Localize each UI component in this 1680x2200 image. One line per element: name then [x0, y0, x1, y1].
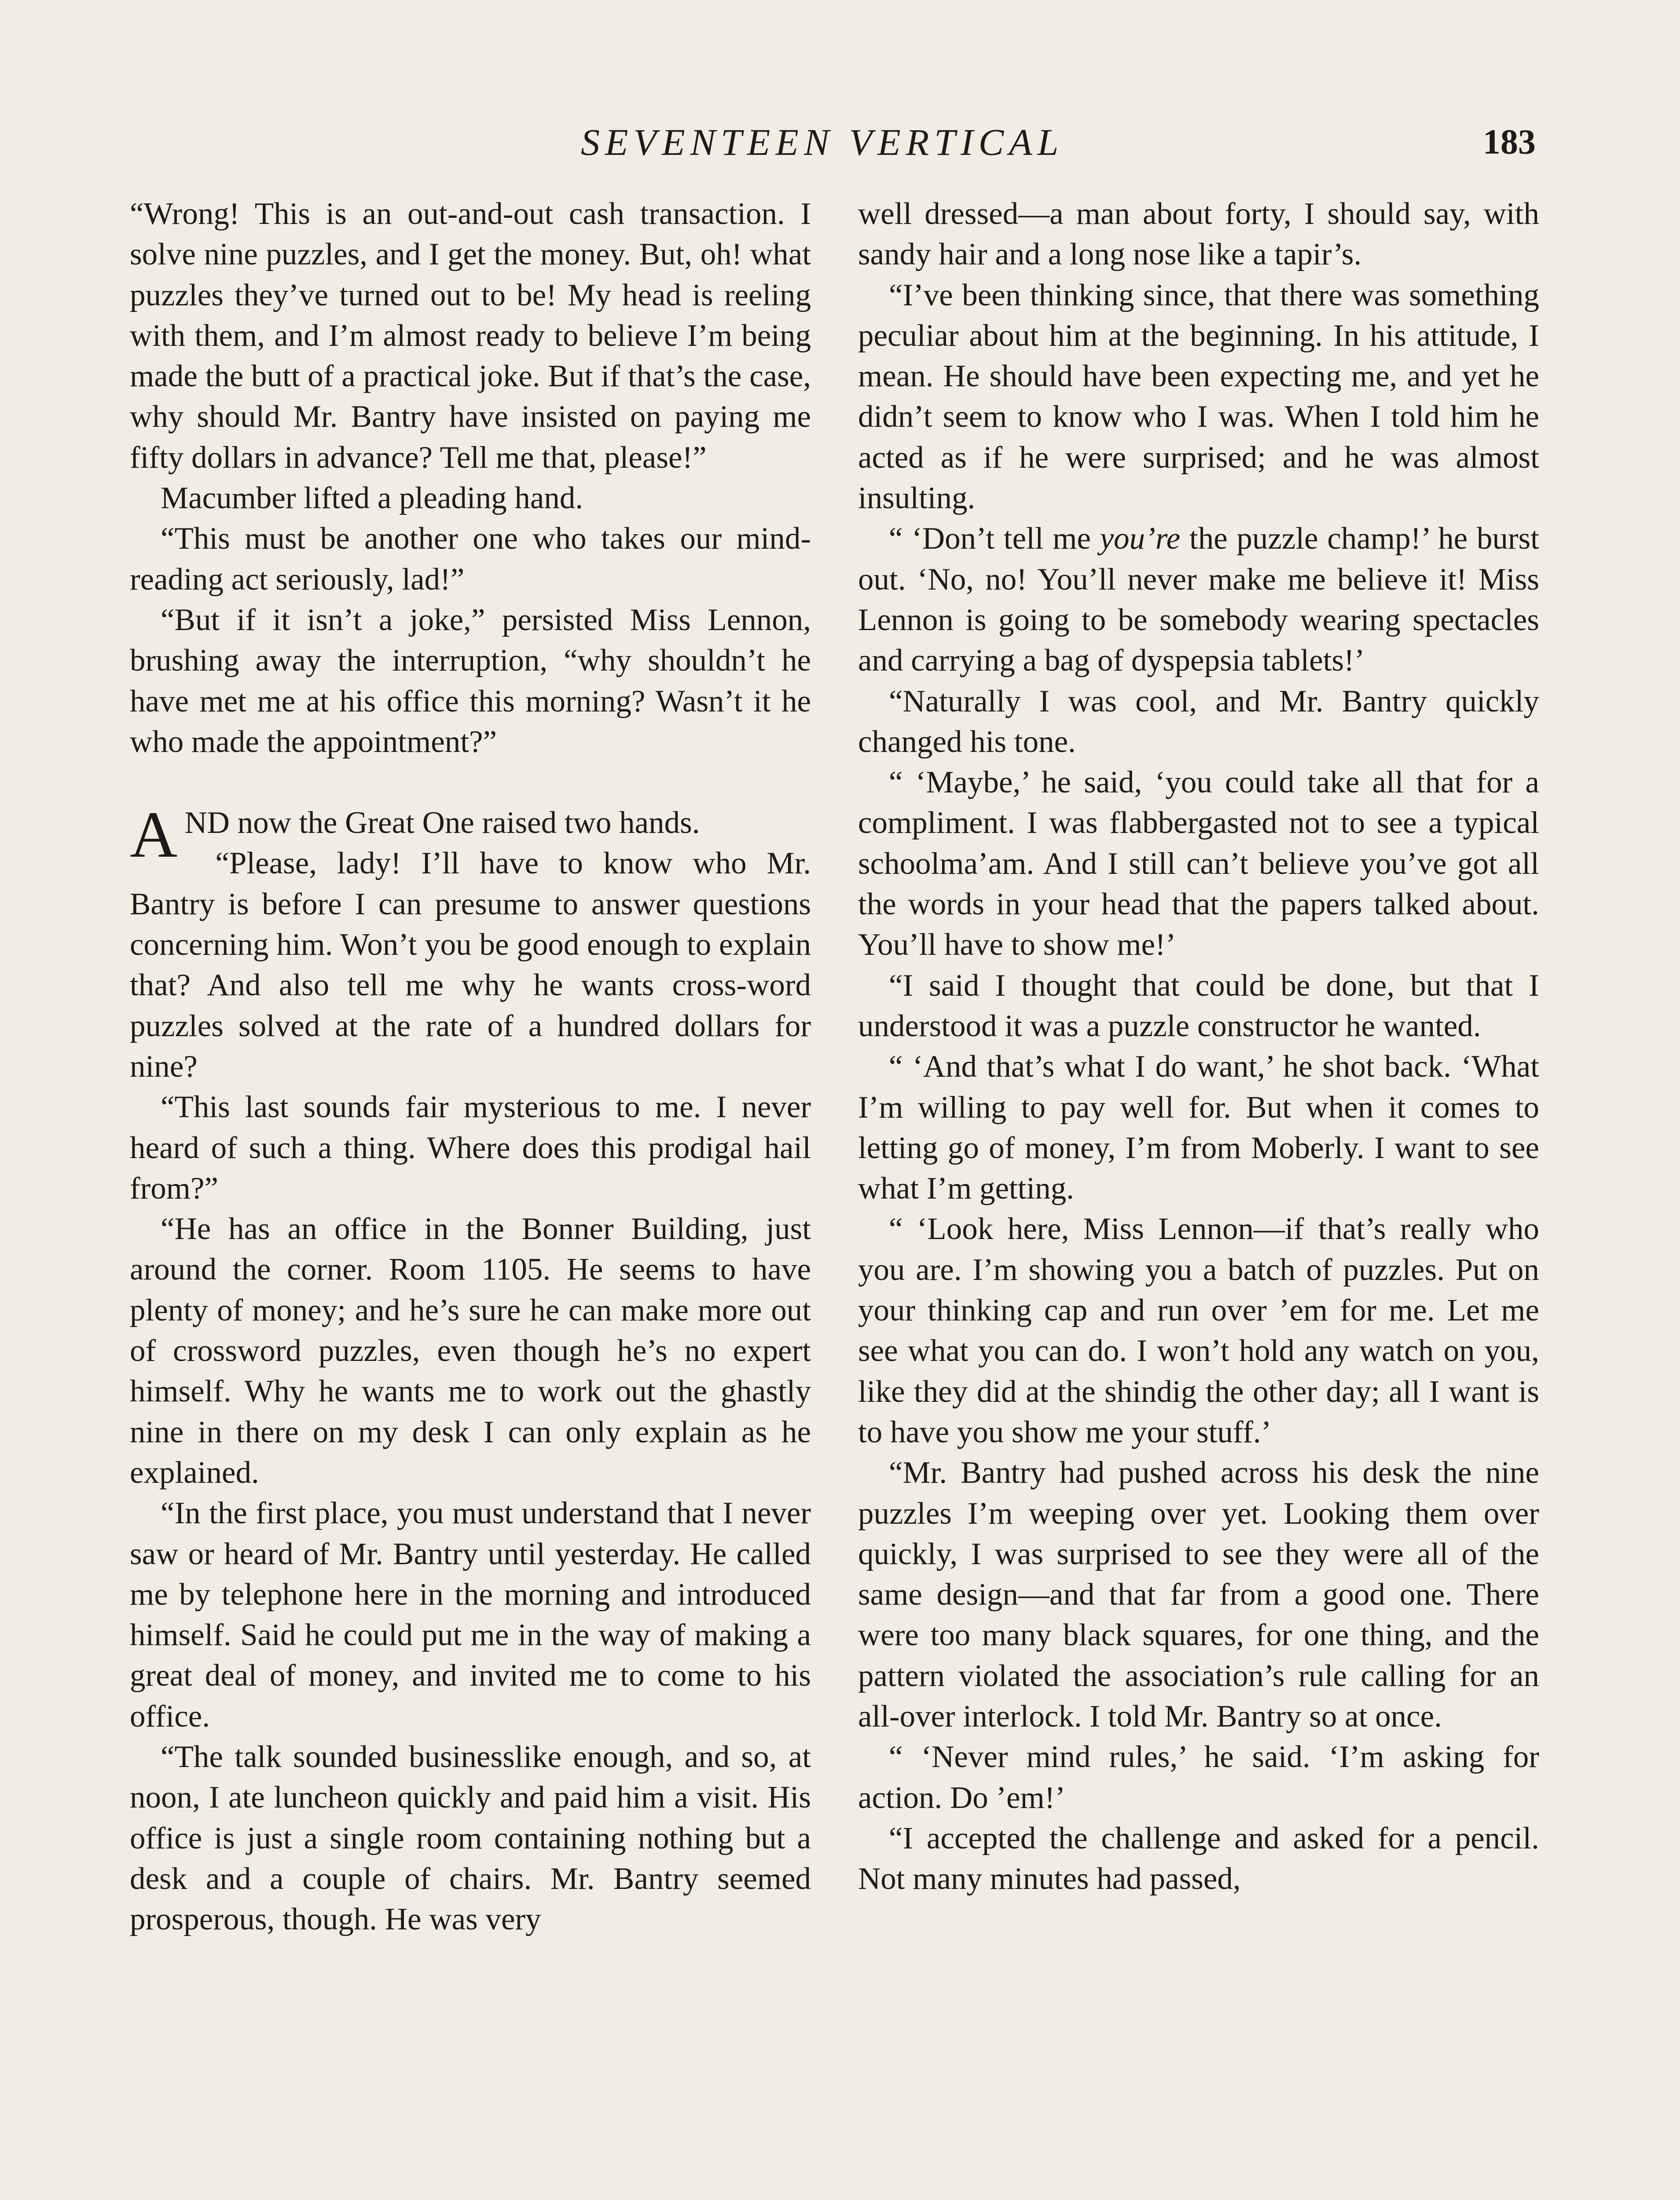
paragraph: well dressed—a man about forty, I should say, with sandy hair and a long nose like a tapir’s.: [858, 197, 1539, 272]
paragraph: “I accepted the challenge and asked for a pencil. Not many minutes had passed,: [858, 1821, 1539, 1896]
paragraph: [858, 518, 1539, 681]
paragraph: “This last sounds fair mysterious to me. I never heard of such a thing. Where does this prodigal hail from?”: [130, 1090, 811, 1206]
paragraph-text: “ ‘Don’t tell me: [889, 521, 1100, 556]
page-header: [0, 118, 1680, 166]
paragraph: “But if it isn’t a joke,” persisted Miss Lennon, brushing away the interruption, “why shouldn’t he have met me at his office this morning? Wasn’t it he who made the appointment?”: [130, 602, 811, 759]
paragraph: “Wrong! This is an out-and-out cash transaction. I solve nine puzzles, and I get the money. But, oh! what puzzles they’ve turned out to be! My head is reeling with them, and I’m almost ready to believe I’m being made the butt of a practical joke. But if that’s the case, why should Mr. Bantry have insisted on paying me fifty dollars in advance? Tell me that, please!”: [130, 197, 811, 475]
paragraph: “He has an office in the Bonner Building, just around the corner. Room 1105. He seems to have plenty of money; and he’s sure he can make more out of crossword puzzles, even though he’s no expert himself. Why he wants me to work out the ghastly nine in there on my desk I can only explain as he explained.: [130, 1212, 811, 1490]
paragraph: “I said I thought that could be done, but that I understood it was a puzzle constructor he wanted.: [858, 968, 1539, 1043]
paragraph: “ ‘Look here, Miss Lennon—if that’s really who you are. I’m showing you a batch of puzzles. Put on your thinking cap and run over ’em for me. Let me see what you can do. I won’t hold any watch on you, like they did at the shindig the other day; all I want is to have you show me your stuff.’: [858, 1212, 1539, 1449]
paragraph-text: now the Great One raised two hands.: [229, 806, 700, 840]
paragraph: “ ‘Maybe,’ he said, ‘you could take all that for a compliment. I was flabbergasted not to see a typical schoolma’am. And I still can’t believe you’ve got all the words in your head that the papers talked about. You’ll have to show me!’: [858, 765, 1539, 962]
section-opening-paragraph: [130, 798, 811, 872]
paragraph: “This must be another one who takes our mind-reading act seriously, lad!”: [130, 521, 811, 597]
paragraph: “I’ve been thinking since, that there was something peculiar about him at the beginning. In his attitude, I mean. He should have been expecting me, and yet he didn’t seem to know who I was. When I told him he acted as if he were surprised; and he was almost insulting.: [858, 278, 1539, 516]
page-number: 183: [1483, 123, 1536, 161]
paragraph-text: the puzzle champ!’ he burst out. ‘No, no! You’ll never make me believe it! Miss Lennon is going to be somebody wearing spectacles and carrying a bag of dyspepsia tablets!’: [858, 521, 1539, 678]
paragraph: “ ‘Never mind rules,’ he said. ‘I’m asking for action. Do ’em!’: [858, 1740, 1539, 1815]
paragraph: Macumber lifted a pleading hand.: [161, 481, 583, 516]
italic-text: you’re: [1100, 521, 1181, 556]
paragraph: “In the first place, you must understand that I never saw or heard of Mr. Bantry until yesterday. He called me by telephone here in the morning and introduced himself. Said he could put me in the way of making a great deal of money, and invited me to come to his office.: [130, 1496, 811, 1734]
paragraph: “Please, lady! I’ll have to know who Mr. Bantry is before I can presume to answer questions concerning him. Won’t you be good enough to explain that? And also tell me why he wants cross-word puzzles solved at the rate of a hundred dollars for nine?: [130, 846, 811, 1084]
right-column: [858, 194, 1539, 1899]
left-column: [130, 194, 811, 1940]
running-title: SEVENTEEN VERTICAL: [581, 121, 1064, 163]
paragraph: “ ‘And that’s what I do want,’ he shot back. ‘What I’m willing to pay well for. But when it comes to letting go of money, I’m from Moberly. I want to see what I’m getting.: [858, 1049, 1539, 1206]
paragraph: “Naturally I was cool, and Mr. Bantry quickly changed his tone.: [858, 684, 1539, 759]
paragraph: “Mr. Bantry had pushed across his desk the nine puzzles I’m weeping over yet. Looking them over quickly, I was surprised to see they were all of the same design—and that far from a good one. There were too many black squares, for one thing, and the pattern violated the association’s rule calling for an all-over interlock. I told Mr. Bantry so at once.: [858, 1456, 1539, 1734]
small-caps-lead: ND: [184, 806, 230, 840]
drop-cap: A: [130, 798, 178, 872]
paragraph: “The talk sounded businesslike enough, and so, at noon, I ate luncheon quickly and paid him a visit. His office is just a single room containing nothing but a desk and a couple of chairs. Mr. Bantry seemed prosperous, though. He was very: [130, 1739, 811, 1937]
